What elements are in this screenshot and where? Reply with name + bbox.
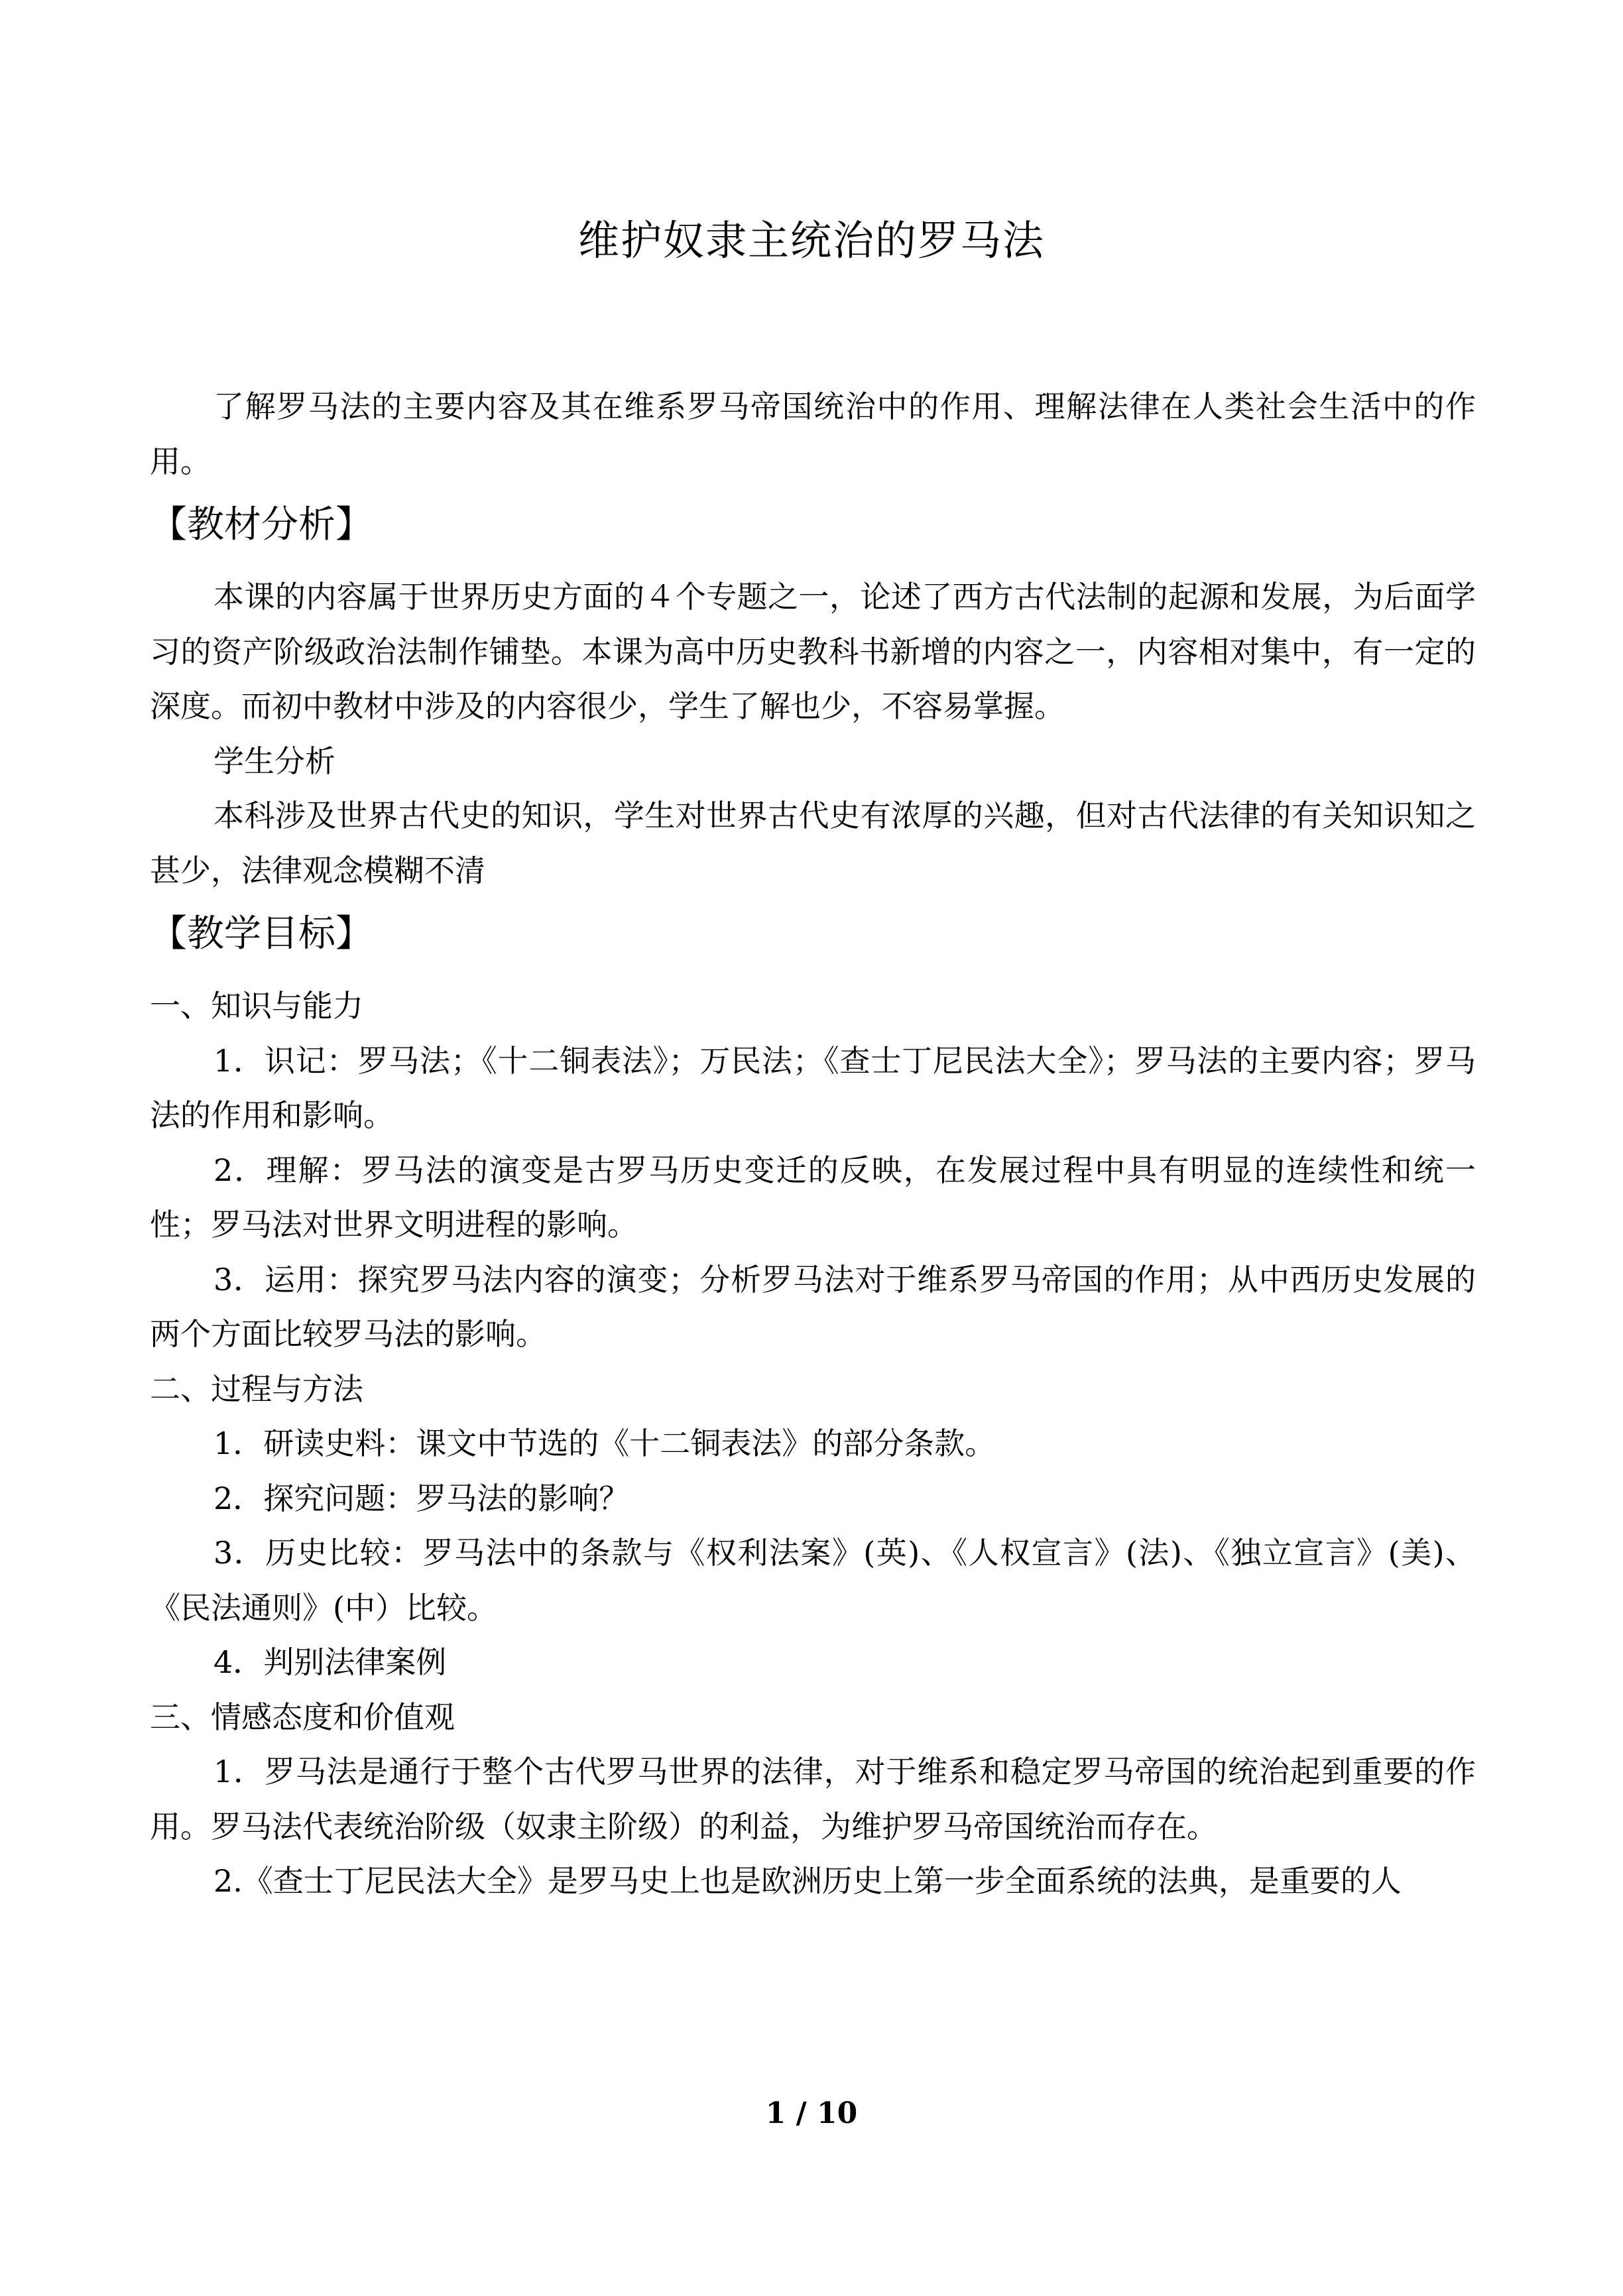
intro-paragraph: 了解罗马法的主要内容及其在维系罗马帝国统治中的作用、理解法律在人类社会生活中的作用。	[150, 389, 1476, 479]
list-item: 3．历史比较：罗马法中的条款与《权利法案》(英)、《人权宣言》(法)、《独立宣言》(美)、《民法通则》(中）比较。	[150, 1535, 1476, 1626]
list-item: 1．罗马法是通行于整个古代罗马世界的法律，对于维系和稳定罗马帝国的统治起到重要的作用。罗马法代表统治阶级（奴隶主阶级）的利益，为维护罗马帝国统治而存在。	[150, 1754, 1476, 1844]
section-emotion-values: 三、情感态度和价值观	[150, 1699, 455, 1735]
list-item: 3．运用：探究罗马法内容的演变；分析罗马法对于维系罗马帝国的作用；从中西历史发展的两个方面比较罗马法的影响。	[150, 1261, 1476, 1352]
list-item: 2.《查士丁尼民法大全》是罗马史上也是欧洲历史上第一步全面系统的法典，是重要的人	[213, 1863, 1402, 1899]
list-item: 4．判别法律案例	[213, 1644, 447, 1680]
list-item: 2．理解：罗马法的演变是古罗马历史变迁的反映，在发展过程中具有明显的连续性和统一性；罗马法对世界文明进程的影响。	[150, 1152, 1476, 1242]
page-number: 1 / 10	[765, 2096, 858, 2130]
list-item: 1．研读史料：课文中节选的《十二铜表法》的部分条款。	[213, 1425, 996, 1461]
material-analysis-paragraph: 本课的内容属于世界历史方面的４个专题之一，论述了西方古代法制的起源和发展，为后面学习的资产阶级政治法制作铺垫。本课为高中历史教科书新增的内容之一，内容相对集中，有一定的深度。而初中教材中涉及的内容很少，学生了解也少，不容易掌握。	[150, 579, 1476, 724]
document-title: 维护奴隶主统治的罗马法	[577, 216, 1045, 265]
list-item: 2．探究问题：罗马法的影响？	[213, 1480, 630, 1516]
list-item: 1．识记：罗马法；《十二铜表法》；万民法；《查士丁尼民法大全》；罗马法的主要内容；罗马法的作用和影响。	[150, 1042, 1476, 1133]
heading-material-analysis: 【教材分析】	[150, 503, 373, 546]
student-analysis-label: 学生分析	[213, 743, 335, 779]
student-analysis-paragraph: 本科涉及世界古代史的知识，学生对世界古代史有浓厚的兴趣，但对古代法律的有关知识知之甚少，法律观念模糊不清	[150, 798, 1476, 888]
heading-teaching-goals: 【教学目标】	[150, 912, 373, 955]
section-knowledge-ability: 一、知识与能力	[150, 988, 363, 1024]
document-body	[150, 379, 1476, 1909]
section-process-method: 二、过程与方法	[150, 1370, 363, 1407]
